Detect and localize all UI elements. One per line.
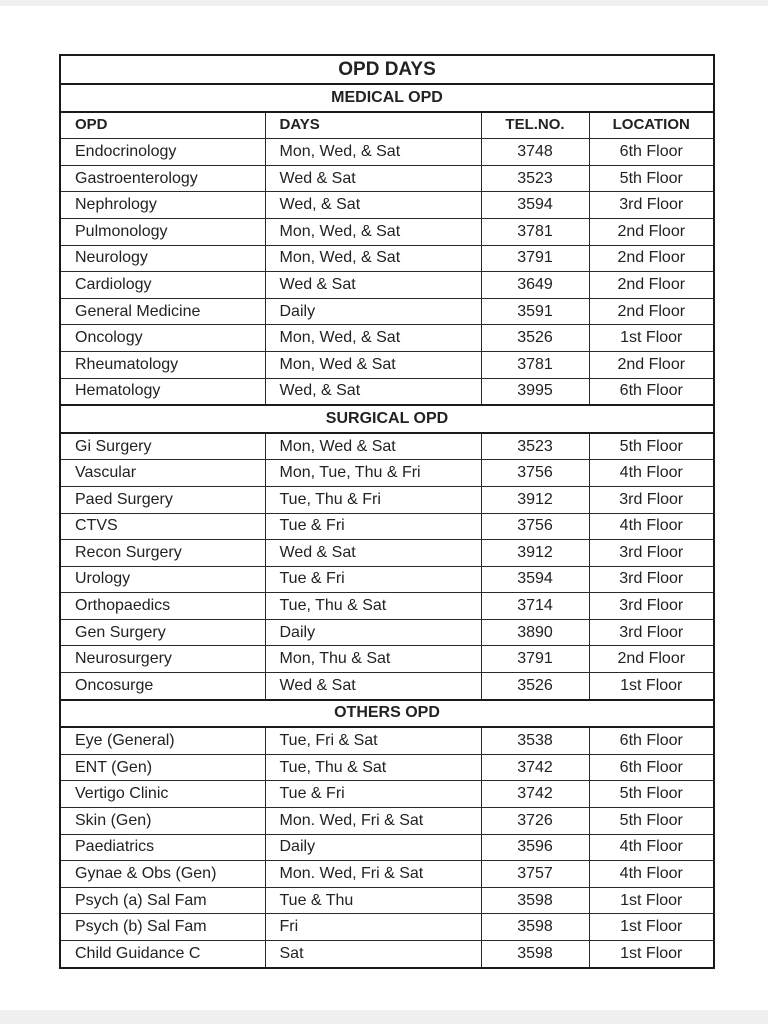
days-cell: Tue & Fri: [265, 566, 481, 593]
col-header-opd: OPD: [60, 112, 265, 139]
location-cell: 6th Floor: [589, 754, 714, 781]
section-heading-row: [60, 700, 714, 728]
location-cell: 2nd Floor: [589, 272, 714, 299]
opd-name-cell: Vascular: [60, 460, 265, 487]
table-body: [60, 84, 714, 968]
opd-name-cell: Skin (Gen): [60, 808, 265, 835]
location-cell: 3rd Floor: [589, 593, 714, 620]
days-cell: Mon, Wed & Sat: [265, 351, 481, 378]
opd-name-cell: Nephrology: [60, 192, 265, 219]
days-cell: Tue, Thu & Sat: [265, 593, 481, 620]
days-cell: Tue & Thu: [265, 887, 481, 914]
table-row: [60, 914, 714, 941]
tel-no-cell: 3756: [481, 460, 589, 487]
tel-no-cell: 3890: [481, 619, 589, 646]
section-heading: OTHERS OPD: [60, 700, 714, 728]
location-cell: 1st Floor: [589, 673, 714, 700]
tel-no-cell: 3791: [481, 245, 589, 272]
location-cell: 1st Floor: [589, 941, 714, 968]
location-cell: 3rd Floor: [589, 192, 714, 219]
location-cell: 1st Floor: [589, 887, 714, 914]
days-cell: Wed & Sat: [265, 272, 481, 299]
days-cell: Mon, Wed, & Sat: [265, 245, 481, 272]
days-cell: Tue & Fri: [265, 781, 481, 808]
opd-name-cell: Gastroenterology: [60, 165, 265, 192]
days-cell: Daily: [265, 619, 481, 646]
location-cell: 2nd Floor: [589, 218, 714, 245]
table-row: [60, 646, 714, 673]
opd-name-cell: Cardiology: [60, 272, 265, 299]
opd-name-cell: Hematology: [60, 378, 265, 405]
days-cell: Wed & Sat: [265, 673, 481, 700]
location-cell: 4th Floor: [589, 834, 714, 861]
table-row: [60, 351, 714, 378]
days-cell: Tue, Thu & Sat: [265, 754, 481, 781]
tel-no-cell: 3912: [481, 540, 589, 567]
tel-no-cell: 3594: [481, 192, 589, 219]
table-title: OPD DAYS: [60, 55, 714, 84]
col-header-tel: TEL.NO.: [481, 112, 589, 139]
tel-no-cell: 3714: [481, 593, 589, 620]
col-header-location: LOCATION: [589, 112, 714, 139]
bottom-margin-strip: [0, 1010, 768, 1024]
location-cell: 6th Floor: [589, 378, 714, 405]
location-cell: 6th Floor: [589, 139, 714, 166]
days-cell: Mon, Wed & Sat: [265, 433, 481, 460]
opd-name-cell: Psych (a) Sal Fam: [60, 887, 265, 914]
days-cell: Daily: [265, 298, 481, 325]
tel-no-cell: 3742: [481, 754, 589, 781]
opd-name-cell: Recon Surgery: [60, 540, 265, 567]
section-heading-row: [60, 405, 714, 433]
days-cell: Tue, Fri & Sat: [265, 727, 481, 754]
tel-no-cell: 3742: [481, 781, 589, 808]
tel-no-cell: 3591: [481, 298, 589, 325]
days-cell: Wed & Sat: [265, 540, 481, 567]
table-row: [60, 540, 714, 567]
location-cell: 5th Floor: [589, 781, 714, 808]
tel-no-cell: 3995: [481, 378, 589, 405]
opd-name-cell: Endocrinology: [60, 139, 265, 166]
table-row: [60, 272, 714, 299]
location-cell: 3rd Floor: [589, 486, 714, 513]
table-row: [60, 165, 714, 192]
col-header-days: DAYS: [265, 112, 481, 139]
location-cell: 3rd Floor: [589, 566, 714, 593]
opd-name-cell: Eye (General): [60, 727, 265, 754]
location-cell: 3rd Floor: [589, 540, 714, 567]
days-cell: Tue & Fri: [265, 513, 481, 540]
table-row: [60, 378, 714, 405]
tel-no-cell: 3912: [481, 486, 589, 513]
section-heading: MEDICAL OPD: [60, 84, 714, 112]
opd-name-cell: Rheumatology: [60, 351, 265, 378]
location-cell: 6th Floor: [589, 727, 714, 754]
opd-name-cell: CTVS: [60, 513, 265, 540]
location-cell: 4th Floor: [589, 513, 714, 540]
opd-name-cell: Urology: [60, 566, 265, 593]
location-cell: 5th Floor: [589, 433, 714, 460]
days-cell: Wed, & Sat: [265, 378, 481, 405]
opd-name-cell: Orthopaedics: [60, 593, 265, 620]
location-cell: 4th Floor: [589, 460, 714, 487]
tel-no-cell: 3757: [481, 861, 589, 888]
table-row: [60, 619, 714, 646]
table-row: [60, 192, 714, 219]
table-row: [60, 861, 714, 888]
opd-name-cell: Gen Surgery: [60, 619, 265, 646]
table-row: [60, 218, 714, 245]
opd-days-table: [59, 54, 715, 969]
tel-no-cell: 3523: [481, 433, 589, 460]
opd-name-cell: Paed Surgery: [60, 486, 265, 513]
table-row: [60, 834, 714, 861]
table-row: [60, 486, 714, 513]
table-row: [60, 433, 714, 460]
opd-name-cell: Oncosurge: [60, 673, 265, 700]
days-cell: Mon. Wed, Fri & Sat: [265, 808, 481, 835]
tel-no-cell: 3596: [481, 834, 589, 861]
opd-name-cell: Psych (b) Sal Fam: [60, 914, 265, 941]
days-cell: Sat: [265, 941, 481, 968]
table-row: [60, 754, 714, 781]
location-cell: 1st Floor: [589, 914, 714, 941]
tel-no-cell: 3526: [481, 325, 589, 352]
table-row: [60, 325, 714, 352]
opd-name-cell: General Medicine: [60, 298, 265, 325]
days-cell: Mon. Wed, Fri & Sat: [265, 861, 481, 888]
title-row: [60, 55, 714, 84]
table-row: [60, 139, 714, 166]
table-row: [60, 808, 714, 835]
location-cell: 2nd Floor: [589, 298, 714, 325]
days-cell: Tue, Thu & Fri: [265, 486, 481, 513]
days-cell: Daily: [265, 834, 481, 861]
opd-name-cell: Neurology: [60, 245, 265, 272]
days-cell: Fri: [265, 914, 481, 941]
tel-no-cell: 3726: [481, 808, 589, 835]
section-heading-row: [60, 84, 714, 112]
location-cell: 5th Floor: [589, 165, 714, 192]
tel-no-cell: 3781: [481, 218, 589, 245]
table-row: [60, 781, 714, 808]
tel-no-cell: 3526: [481, 673, 589, 700]
opd-name-cell: Neurosurgery: [60, 646, 265, 673]
section-heading: SURGICAL OPD: [60, 405, 714, 433]
opd-name-cell: Gynae & Obs (Gen): [60, 861, 265, 888]
location-cell: 2nd Floor: [589, 351, 714, 378]
tel-no-cell: 3523: [481, 165, 589, 192]
opd-name-cell: Vertigo Clinic: [60, 781, 265, 808]
tel-no-cell: 3598: [481, 941, 589, 968]
opd-name-cell: Oncology: [60, 325, 265, 352]
tel-no-cell: 3791: [481, 646, 589, 673]
table-row: [60, 460, 714, 487]
days-cell: Mon, Wed, & Sat: [265, 218, 481, 245]
tel-no-cell: 3781: [481, 351, 589, 378]
opd-name-cell: ENT (Gen): [60, 754, 265, 781]
tel-no-cell: 3538: [481, 727, 589, 754]
location-cell: 1st Floor: [589, 325, 714, 352]
table-row: [60, 887, 714, 914]
opd-name-cell: Pulmonology: [60, 218, 265, 245]
opd-name-cell: Gi Surgery: [60, 433, 265, 460]
table-row: [60, 673, 714, 700]
tel-no-cell: 3598: [481, 887, 589, 914]
days-cell: Mon, Thu & Sat: [265, 646, 481, 673]
table-row: [60, 298, 714, 325]
days-cell: Mon, Wed, & Sat: [265, 139, 481, 166]
top-margin-strip: [0, 0, 768, 6]
table-row: [60, 593, 714, 620]
table-row: [60, 941, 714, 968]
tel-no-cell: 3756: [481, 513, 589, 540]
table-row: [60, 566, 714, 593]
opd-name-cell: Paediatrics: [60, 834, 265, 861]
tel-no-cell: 3748: [481, 139, 589, 166]
table-row: [60, 513, 714, 540]
location-cell: 3rd Floor: [589, 619, 714, 646]
table-row: [60, 245, 714, 272]
days-cell: Mon, Wed, & Sat: [265, 325, 481, 352]
days-cell: Mon, Tue, Thu & Fri: [265, 460, 481, 487]
location-cell: 2nd Floor: [589, 646, 714, 673]
table-row: [60, 727, 714, 754]
location-cell: 4th Floor: [589, 861, 714, 888]
tel-no-cell: 3594: [481, 566, 589, 593]
tel-no-cell: 3649: [481, 272, 589, 299]
column-header-row: [60, 112, 714, 139]
location-cell: 5th Floor: [589, 808, 714, 835]
opd-name-cell: Child Guidance C: [60, 941, 265, 968]
tel-no-cell: 3598: [481, 914, 589, 941]
days-cell: Wed, & Sat: [265, 192, 481, 219]
location-cell: 2nd Floor: [589, 245, 714, 272]
days-cell: Wed & Sat: [265, 165, 481, 192]
